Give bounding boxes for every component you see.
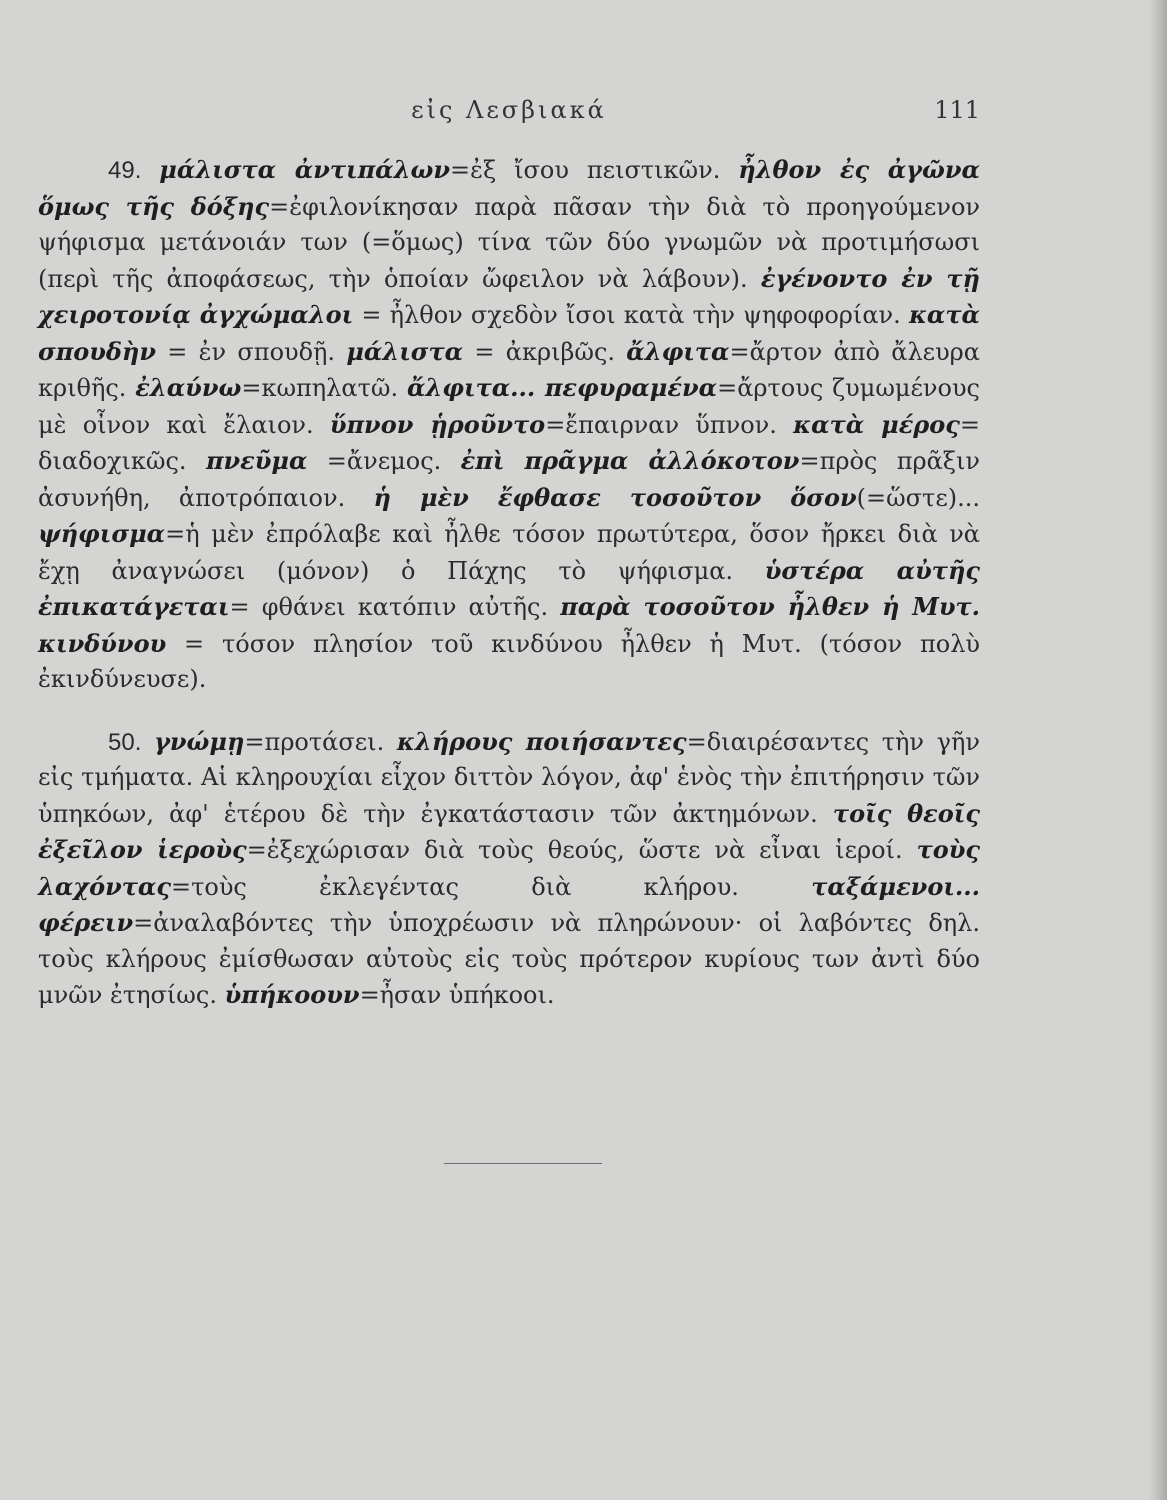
gloss-text: =ἡ μὲν ἐπρόλαβε καὶ ἦλθε τόσον πρωτύτερα, ὅσον ἤρκει διὰ νὰ ἔχῃ ἀναγνώσει (μόνον) ὁ Πάχης τὸ ψήφισμα. (38, 520, 980, 585)
lemma-term: μάλιστα (346, 336, 464, 366)
lemma-term: τοὺς λαχόντας (38, 835, 980, 901)
page-header (38, 96, 980, 132)
gloss-text: =τοὺς ἐκλεγέντας διὰ κλήρου. (170, 872, 812, 901)
page-edge (1149, 0, 1167, 1500)
gloss-text: =ἄρτους ζυμωμένους μὲ οἶνον καὶ ἔλαιον. (38, 374, 980, 439)
gloss-text: =ἐφιλονίκησαν παρὰ πᾶσαν τὴν διὰ τὸ προηγούμενον ψήφισμα μετάνοιάν των (=ὅμως) τίνα τῶν δύο γνωμῶν νὰ προτιμήσωσι (περὶ τῆς ἀποφάσεως, τὴν ὁποίαν ὤφειλον νὰ λάβουν). (38, 192, 980, 293)
lemma-term: ψήφισμα (38, 519, 166, 548)
lemma-term: ταξάμενοι... φέρειν (38, 871, 980, 937)
paragraph-number: 50. (108, 728, 142, 756)
gloss-text: =ἀναλαβόντες τὴν ὑποχρέωσιν νὰ πληρώνουν· οἱ λαβόντες δηλ. τοὺς κλήρους ἐμίσθωσαν αὐτοὺς εἰς τοὺς πρότερον κυρίους των ἀντὶ δύο μνῶν ἐτησίως. (38, 909, 980, 1009)
lemma-term: ἄλφιτα... πεφυραμένα (406, 373, 718, 402)
lemma-term: ἐγένοντο ἐν τῇ χειροτονίᾳ ἀγχώμαλοι (38, 263, 981, 329)
gloss-text: =ἐξ ἴσου πειστικῶν. (449, 156, 739, 184)
gloss-text: = ἦλθον σχεδὸν ἴσοι κατὰ τὴν ψηφοφορίαν. (353, 301, 909, 329)
commentary-paragraph-50 (38, 724, 980, 1014)
lemma-term: πνεῦμα (205, 446, 308, 475)
commentary-text (38, 152, 980, 1014)
lemma-term: ἄλφιτα (626, 336, 730, 366)
page-number: 111 (934, 96, 980, 124)
gloss-text: = φθάνει κατόπιν αὐτῆς. (229, 593, 561, 621)
gloss-text: = τόσον πλησίον τοῦ κινδύνου ἦλθεν ἡ Μυτ. (τόσον πολὺ ἐκινδύνευσε). (38, 629, 980, 693)
lemma-term: ἦλθον ἐς ἀγῶνα ὅμως τῆς δόξης (38, 155, 980, 221)
lemma-term: γνώμῃ (154, 726, 245, 756)
gloss-text: (=ὥστε)... (856, 483, 980, 512)
lemma-term: ὑστέρα αὐτῆς ἐπικατάγεται (38, 555, 981, 621)
lemma-term: ὕπνον ᾑροῦντο (329, 409, 546, 439)
gloss-text: =ἔπαιρναν ὕπνον. (545, 410, 794, 439)
lemma-term: κατὰ μέρος (793, 409, 960, 439)
gloss-text: =προτάσει. (244, 727, 397, 756)
running-head: εἰς Λεσβιακά (411, 96, 607, 124)
gloss-text: =κωπηλατῶ. (241, 374, 407, 402)
gloss-text: =πρὸς πρᾶξιν ἀσυνήθη, ἀποτρόπαιον. (38, 447, 981, 512)
lemma-term: τοῖς θεοῖς ἐξεῖλον ἱεροὺς (38, 798, 981, 864)
gloss-text: =διαιρέσαντες τὴν γῆν εἰς τμήματα. Αἱ κληρουχίαι εἶχον διττὸν λόγον, ἀφ' ἑνὸς τὴν ἐπιτήρησιν τῶν ὑπηκόων, ἀφ' ἑτέρου δὲ τὴν ἐγκατάστασιν τῶν ἀκτημόνων. (38, 727, 980, 828)
lemma-term: κατὰ σπουδὴν (38, 300, 981, 366)
lemma-term: παρὰ τοσοῦτον ἦλθεν ἡ Μυτ. κινδύνου (38, 592, 981, 658)
paragraph-number: 49. (108, 157, 142, 184)
gloss-text: =ἄρτον ἀπὸ ἄλευρα κριθῆς. (38, 337, 980, 402)
gloss-text: =ἦσαν ὑπήκοοι. (359, 981, 555, 1009)
lemma-term: ἐπὶ πρᾶγμα ἀλλόκοτον (460, 446, 800, 475)
lemma-term: ἡ μὲν ἔφθασε τοσοῦτον ὅσον (373, 482, 857, 512)
lemma-term: κλήρους ποιήσαντες (396, 726, 687, 756)
commentary-paragraph-49 (38, 152, 980, 698)
gloss-text: = ἀκριβῶς. (463, 337, 627, 366)
lemma-term: ἐλαύνω (135, 373, 242, 402)
gloss-text: =ἄνεμος. (307, 447, 461, 475)
lemma-term: ὑπήκοουν (224, 980, 360, 1009)
separator-rule (444, 1163, 602, 1164)
lemma-term: μάλιστα ἀντιπάλων (159, 155, 450, 184)
gloss-text: =ἐξεχώρισαν διὰ τοὺς θεούς, ὥστε νὰ εἶναι ἱεροί. (246, 836, 917, 864)
gloss-text: = ἐν σπουδῇ. (156, 337, 347, 366)
gloss-text: = διαδοχικῶς. (38, 410, 980, 475)
